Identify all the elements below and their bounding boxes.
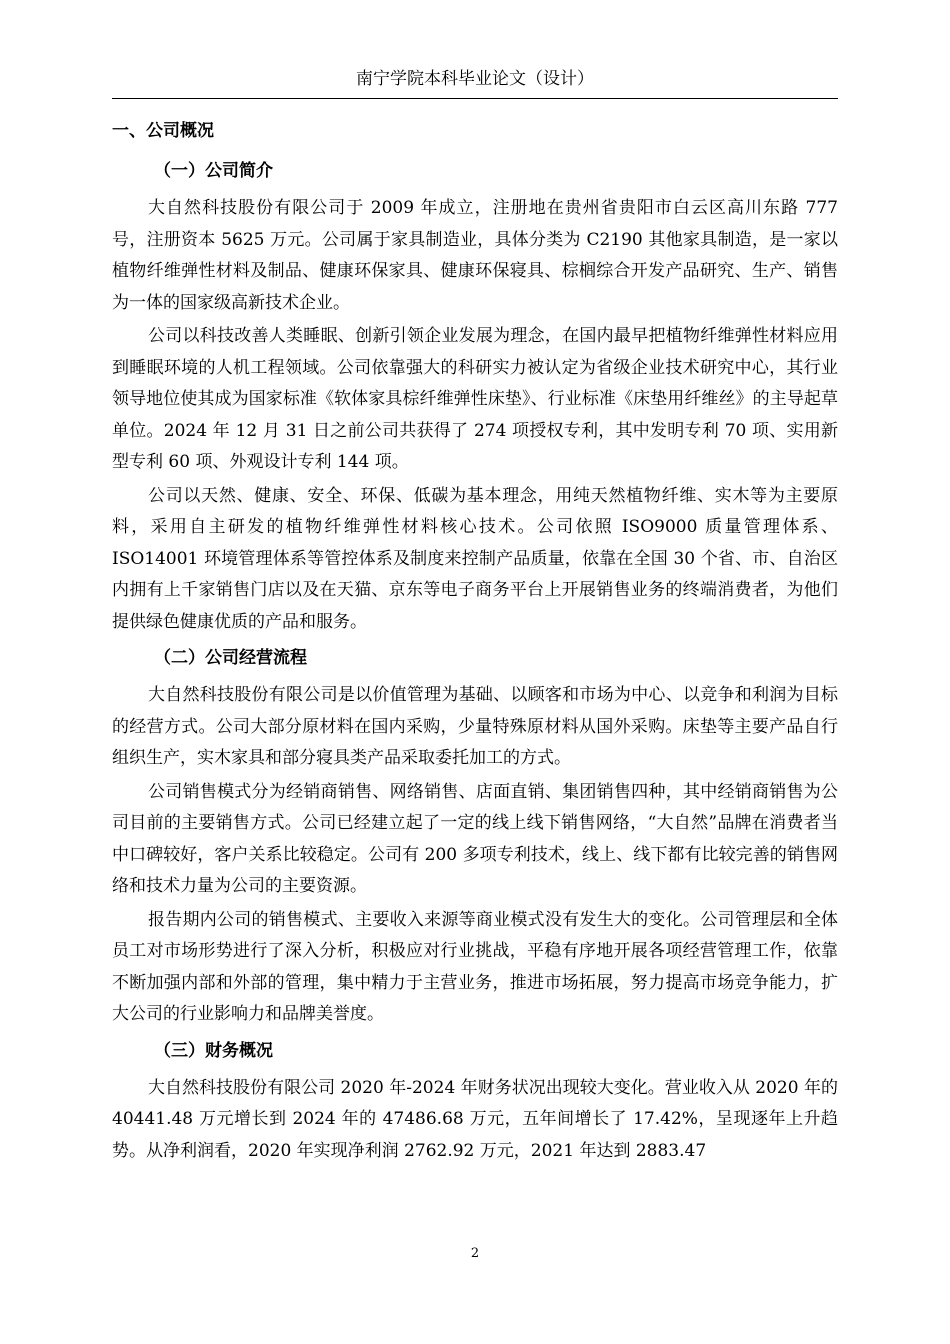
subsection-heading-financial-overview: （三）财务概况 (154, 1040, 273, 1061)
subsection-heading-business-process: （二）公司经营流程 (154, 648, 307, 668)
paragraph: 公司以科技改善人类睡眠、创新引领企业发展为理念，在国内最早把植物纤维弹性材料应用到睡眠环境的人机工程领域。公司依靠强大的科研实力被认定为省级企业技术研究中心，其行业领导地位使其成为国家标准《软体家具棕纤维弹性床垫》、行业标准《床垫用纤维丝》的主导起草单位。2024 年 12 月 31 日之前公司共获得了 274 项授权专利，其中发明专利 70 项、实用新型专利 60 项、外观设计专利 144 项。 (112, 326, 838, 472)
section-heading: 一、公司概况 (112, 121, 214, 141)
paragraph: 大自然科技股份有限公司 2020 年-2024 年财务状况出现较大变化。营业收入从 2020 年的 40441.48 万元增长到 2024 年的 47486.68 万元，五年间增长了 17.42%，呈现逐年上升趋势。从净利润看，2020 年实现净利润 2762.92 万元，2021 年达到 2883.47 (112, 1077, 838, 1161)
paragraph: 公司以天然、健康、安全、环保、低碳为基本理念，用纯天然植物纤维、实木等为主要原料，采用自主研发的植物纤维弹性材料核心技术。公司依照 ISO9000 质量管理体系、ISO14001 环境管理体系等管控体系及制度来控制产品质量，依靠在全国 30 个省、市、自治区内拥有上千家销售门店以及在天猫、京东等电子商务平台上开展销售业务的终端消费者，为他们提供绿色健康优质的产品和服务。 (112, 485, 838, 632)
header-title: 南宁学院本科毕业论文（设计） (356, 69, 594, 89)
paragraph: 大自然科技股份有限公司是以价值管理为基础、以顾客和市场为中心、以竞争和利润为目标的经营方式。公司大部分原材料在国内采购，少量特殊原材料从国外采购。床垫等主要产品自行组织生产，实木家具和部分寝具类产品采取委托加工的方式。 (112, 685, 838, 768)
paragraph: 报告期内公司的销售模式、主要收入来源等商业模式没有发生大的变化。公司管理层和全体员工对市场形势进行了深入分析，积极应对行业挑战，平稳有序地开展各项经营管理工作，依靠不断加强内部和外部的管理，集中精力于主营业务，推进市场拓展，努力提高市场竞争能力，扩大公司的行业影响力和品牌美誉度。 (112, 909, 838, 1024)
paragraph: 公司销售模式分为经销商销售、网络销售、店面直销、集团销售四种，其中经销商销售为公司目前的主要销售方式。公司已经建立起了一定的线上线下销售网络，“大自然”品牌在消费者当中口碑较好，客户关系比较稳定。公司有 200 多项专利技术，线上、线下都有比较完善的销售网络和技术力量为公司的主要资源。 (112, 781, 838, 896)
page-number: 2 (470, 1246, 480, 1261)
document-body (112, 113, 838, 1169)
page-header (112, 60, 838, 99)
paragraph: 大自然科技股份有限公司于 2009 年成立，注册地在贵州省贵阳市白云区高川东路 777 号，注册资本 5625 万元。公司属于家具制造业，具体分类为 C2190 其他家具制造，是一家以植物纤维弹性材料及制品、健康环保家具、健康环保寝具、棕榈综合开发产品研究、生产、销售为一体的国家级高新技术企业。 (112, 198, 838, 313)
subsection-heading-company-intro: （一）公司简介 (154, 161, 273, 181)
